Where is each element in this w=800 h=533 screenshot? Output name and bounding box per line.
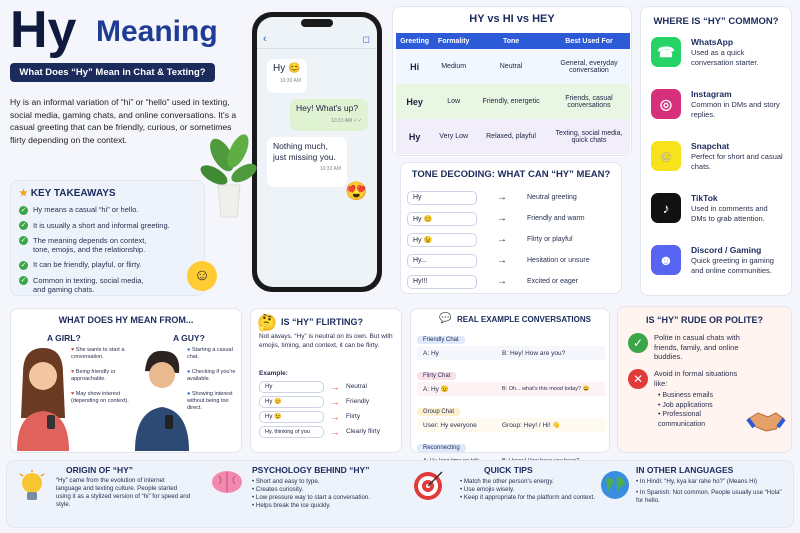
bullet-icon: ● <box>187 391 191 397</box>
example-chip: Hy, thinking of you <box>259 426 324 438</box>
list-item: It is usually a short and informal greeting. <box>33 220 170 230</box>
from-title: WHAT DOES HY MEAN FROM... <box>58 315 194 325</box>
avoid-list: • Business emails • Job applications • Professional communication <box>658 392 713 428</box>
tips-list: • Match the other person's energy. • Use emojis wisely. • Keep it appropriate for the platform and context. <box>460 478 595 501</box>
guy-label: A GUY? <box>173 333 205 343</box>
comparison-title: HY vs HI vs HEY <box>469 13 555 25</box>
example-line-b: Group: Hey! / Hi! 👋 <box>502 421 561 429</box>
message-bubble-received <box>267 137 347 187</box>
table-header: Greeting <box>400 37 430 45</box>
takeaways-list <box>19 205 189 294</box>
tone-meaning: Excited or eager <box>527 278 578 285</box>
example-line-b: B: Oh... what's this mood today? 😄 <box>502 385 590 392</box>
table-cell: General, everyday conversation <box>560 59 618 74</box>
example-line-a: A: Hy <box>423 349 439 357</box>
flirting-title: IS “HY” FLIRTING? <box>281 317 363 327</box>
list-item: Being friendly or approachable. <box>71 369 116 382</box>
tone-decoding-card <box>400 162 622 294</box>
plant-icon <box>200 125 258 220</box>
table-cell: Very Low <box>439 133 469 140</box>
instagram-icon: ◎ <box>651 89 681 119</box>
example-chip: Hy 😊 <box>259 396 324 408</box>
globe-icon <box>600 470 630 500</box>
star-icon: ★ <box>19 188 28 199</box>
list-item: She wants to start a conversation. <box>71 347 125 360</box>
example-chip: Hy 😉 <box>259 411 324 423</box>
list-item: Starting a casual chat. <box>187 347 233 360</box>
table-row <box>396 119 630 154</box>
chat-icon: 💬 <box>439 313 452 324</box>
check-icon: ✓ <box>20 276 27 284</box>
list-item: Job applications <box>662 401 713 409</box>
flirting-card <box>250 308 402 453</box>
example-meaning: Clearly flirty <box>346 428 380 435</box>
girl-list <box>71 347 131 405</box>
languages-title: IN OTHER LANGUAGES <box>636 465 734 475</box>
guy-avatar <box>131 343 191 451</box>
heart-icon: ♥ <box>71 369 75 375</box>
example-meaning: Neutral <box>346 383 367 390</box>
video-call-icon[interactable]: ◻ <box>362 34 370 44</box>
tone-meaning: Flirty or playful <box>527 236 573 243</box>
title-tag: What Does “Hy” Mean in Chat & Texting? <box>10 63 215 82</box>
guy-list <box>187 347 243 412</box>
arrow-icon: → <box>497 255 507 266</box>
list-item: Professional communication <box>658 411 706 428</box>
list-item: Keep it appropriate for the platform and context. <box>463 494 595 501</box>
whatsapp-icon: ☎ <box>651 37 681 67</box>
tone-meaning: Friendly and warm <box>527 215 585 222</box>
tone-chip: Hy 😉 <box>407 233 477 247</box>
lightbulb-icon <box>18 470 46 504</box>
key-takeaways-card <box>10 180 211 296</box>
examples-title: REAL EXAMPLE CONVERSATIONS <box>457 315 591 324</box>
check-icon: ✓ <box>628 333 648 353</box>
check-icon: ✓ <box>20 261 27 269</box>
list-item: In Spanish: Not common. People usually use “Hola” for hello. <box>636 489 782 504</box>
example-line-a: A: Hy 😉 <box>423 385 449 393</box>
table-row <box>396 84 630 119</box>
comparison-table <box>396 33 630 154</box>
table-header-row <box>396 33 630 49</box>
phone-frame <box>252 12 382 292</box>
table-cell: Neutral <box>499 63 523 70</box>
example-line-a: User: Hy everyone <box>423 421 477 429</box>
platforms-title: WHERE IS “HY” COMMON? <box>653 16 779 27</box>
list-item: The meaning depends on context, tone, emojis, and the relationship. <box>33 236 147 255</box>
politeness-title: IS “HY” RUDE OR POLITE? <box>645 315 763 325</box>
example-meaning: Friendly <box>346 398 370 405</box>
list-item: Hy means a casual “hi” or hello. <box>33 205 139 214</box>
platform-description: Used as a quick conversation starter. <box>691 48 759 67</box>
title-sub: Meaning <box>96 15 218 48</box>
message-text: Hy 😊 <box>273 63 301 74</box>
origin-title: ORIGIN OF “HY” <box>66 465 134 475</box>
list-item: Checking if you're available. <box>187 369 236 382</box>
arrow-icon: → <box>497 234 507 245</box>
message-bubble-sent <box>290 99 368 131</box>
from-card <box>10 308 242 453</box>
table-cell: Hey <box>406 96 423 107</box>
examples-list <box>417 328 605 468</box>
arrow-icon: → <box>330 381 340 392</box>
platform-description: Used in comments and DMs to grab attention. <box>691 204 768 223</box>
tiktok-icon: ♪ <box>651 193 681 223</box>
intro-text: Hy is an informal variation of “hi” or “hello” used in texting, social media, gaming chats, and online conversations. It's a casual greeting that can be friendly, curious, or sometimes flirty depending on the context. <box>10 97 237 145</box>
languages-list: • In Hindi: “Hy, kya kar rahe ho?” (Means Hi) • In Spanish: Not common. People usually use “Hola” for hello. <box>636 478 782 504</box>
heart-icon: ♥ <box>71 347 75 353</box>
check-icon: ✓ <box>20 206 27 214</box>
list-item: May show interest (depending on context). <box>71 391 129 404</box>
message-time: 10:32 AM <box>319 166 341 172</box>
psychology-title: PSYCHOLOGY BEHIND “HY” <box>252 465 370 475</box>
tips-title: QUICK TIPS <box>484 465 533 475</box>
example-group <box>417 328 605 360</box>
platform-name: Discord / Gaming <box>691 245 762 255</box>
check-icon: ✓ <box>20 237 27 245</box>
table-cell: Hy <box>408 131 421 142</box>
tone-chip: Hy!!! <box>407 275 477 289</box>
example-label: Example: <box>259 370 288 377</box>
phone-notch <box>301 19 333 27</box>
example-group <box>417 364 605 396</box>
table-cell: Texting, social media, quick chats <box>555 129 623 144</box>
example-label: Group Chat <box>417 408 460 416</box>
brain-icon <box>210 468 244 496</box>
table-cell: Relaxed, playful <box>486 133 536 140</box>
table-cell: Low <box>447 98 461 105</box>
arrow-icon: → <box>330 396 340 407</box>
tone-list <box>407 187 617 292</box>
table-cell: Friends, casual conversations <box>565 94 613 109</box>
comparison-card <box>392 6 632 156</box>
platforms-card <box>640 6 792 296</box>
arrow-icon: → <box>330 411 340 422</box>
platform-description: Common in DMs and story replies. <box>691 100 780 119</box>
tone-title: TONE DECODING: WHAT CAN “HY” MEAN? <box>411 169 611 180</box>
snapchat-icon: ☺ <box>651 141 681 171</box>
chat-header <box>257 31 377 49</box>
avoid-text: Avoid in formal situations like: <box>654 369 738 388</box>
message-bubble-received <box>267 59 307 93</box>
example-group <box>417 400 605 432</box>
bullet-icon: ● <box>187 369 191 375</box>
list-item: Short and easy to type. <box>255 478 320 485</box>
key-takeaways-title: KEY TAKEAWAYS <box>30 188 116 199</box>
origin-body: “Hy” came from the evolution of internet language and texting culture. People started using it as a stylized version of “hi” for speed and style. <box>56 477 191 508</box>
arrow-icon: → <box>330 426 340 437</box>
list-item: Helps break the ice quickly. <box>255 502 331 509</box>
table-row <box>396 49 630 84</box>
message-text: Hey! What's up? <box>296 103 359 113</box>
tone-chip: Hy... <box>407 254 477 268</box>
tone-meaning: Hesitation or unsure <box>527 257 590 264</box>
arrow-icon: → <box>497 213 507 224</box>
platform-name: Snapchat <box>691 141 730 151</box>
examples-card <box>410 308 610 453</box>
heart-eyes-emoji: 😍 <box>345 181 368 201</box>
list-item: Use emojis wisely. <box>463 486 515 493</box>
bullet-icon: ● <box>187 347 191 353</box>
target-icon <box>412 470 444 502</box>
check-icon: ✓ <box>20 222 27 230</box>
example-chip: Hy <box>259 381 324 393</box>
arrow-icon: → <box>497 192 507 203</box>
table-cell: Hi <box>410 61 420 72</box>
list-item: Match the other person's energy. <box>463 478 554 485</box>
platform-name: WhatsApp <box>691 37 734 47</box>
table-cell: Friendly, energetic <box>482 98 540 105</box>
arrow-icon: → <box>497 276 507 287</box>
table-header: Tone <box>502 37 520 45</box>
platform-name: TikTok <box>691 193 718 203</box>
handshake-icon <box>746 405 786 435</box>
phone-screen <box>257 17 377 287</box>
girl-avatar <box>13 343 73 451</box>
girl-label: A GIRL? <box>47 333 81 343</box>
tone-chip: Hy 😊 <box>407 212 477 226</box>
politeness-card <box>617 306 792 453</box>
list-item: Creates curiosity. <box>255 486 304 493</box>
flirting-body: Not always. “Hy” is neutral on its own. But with emojis, timing, and context, it can be flirty. <box>259 333 393 349</box>
discord-icon: ☻ <box>651 245 681 275</box>
example-label: Friendly Chat <box>417 336 465 344</box>
example-line-b: B: Hey! How are you? <box>502 349 566 357</box>
example-meaning: Flirty <box>346 413 361 420</box>
list-item: Low pressure way to start a conversation. <box>255 494 371 501</box>
message-time: 10:30 AM <box>279 78 301 84</box>
smile-emoji-icon: ☺ <box>187 261 217 291</box>
message-text: Nothing much, just missing you. <box>273 141 336 162</box>
polite-text: Polite in casual chats with friends, family, and online buddies. <box>654 333 740 361</box>
psychology-list: • Short and easy to type. • Creates curiosity. • Low pressure way to start a conversation. • Helps break the ice quickly. <box>252 478 371 509</box>
tone-chip: Hy <box>407 191 477 205</box>
example-label: Flirty Chat <box>417 372 456 380</box>
tone-meaning: Neutral greeting <box>527 194 577 201</box>
title-main: Hy <box>10 1 77 59</box>
message-time: 10:31 AM ✓✓ <box>331 118 362 124</box>
platform-description: Perfect for short and casual chats. <box>691 152 783 171</box>
heart-icon: ♥ <box>71 391 75 397</box>
table-cell: Medium <box>441 63 467 70</box>
back-icon[interactable]: ‹ <box>263 33 267 45</box>
table-header: Best Used For <box>565 37 613 45</box>
list-item: Showing interest without being too direct. <box>187 391 233 411</box>
platform-name: Instagram <box>691 89 732 99</box>
flirting-examples <box>259 379 399 439</box>
platform-description: Quick greeting in gaming and online communities. <box>691 256 774 275</box>
list-item: Business emails <box>662 392 713 399</box>
thinking-emoji-icon: 🤔 <box>257 315 277 332</box>
list-item: Common in texting, social media, and gaming chats. <box>33 275 144 294</box>
example-label: Reconnecting <box>417 444 466 452</box>
list-item: It can be friendly, playful, or flirty. <box>33 260 142 270</box>
table-header: Formality <box>437 37 470 45</box>
list-item: In Hindi: “Hy, kya kar rahe ho?” (Means Hi) <box>639 478 758 485</box>
cross-icon: ✕ <box>628 369 648 389</box>
